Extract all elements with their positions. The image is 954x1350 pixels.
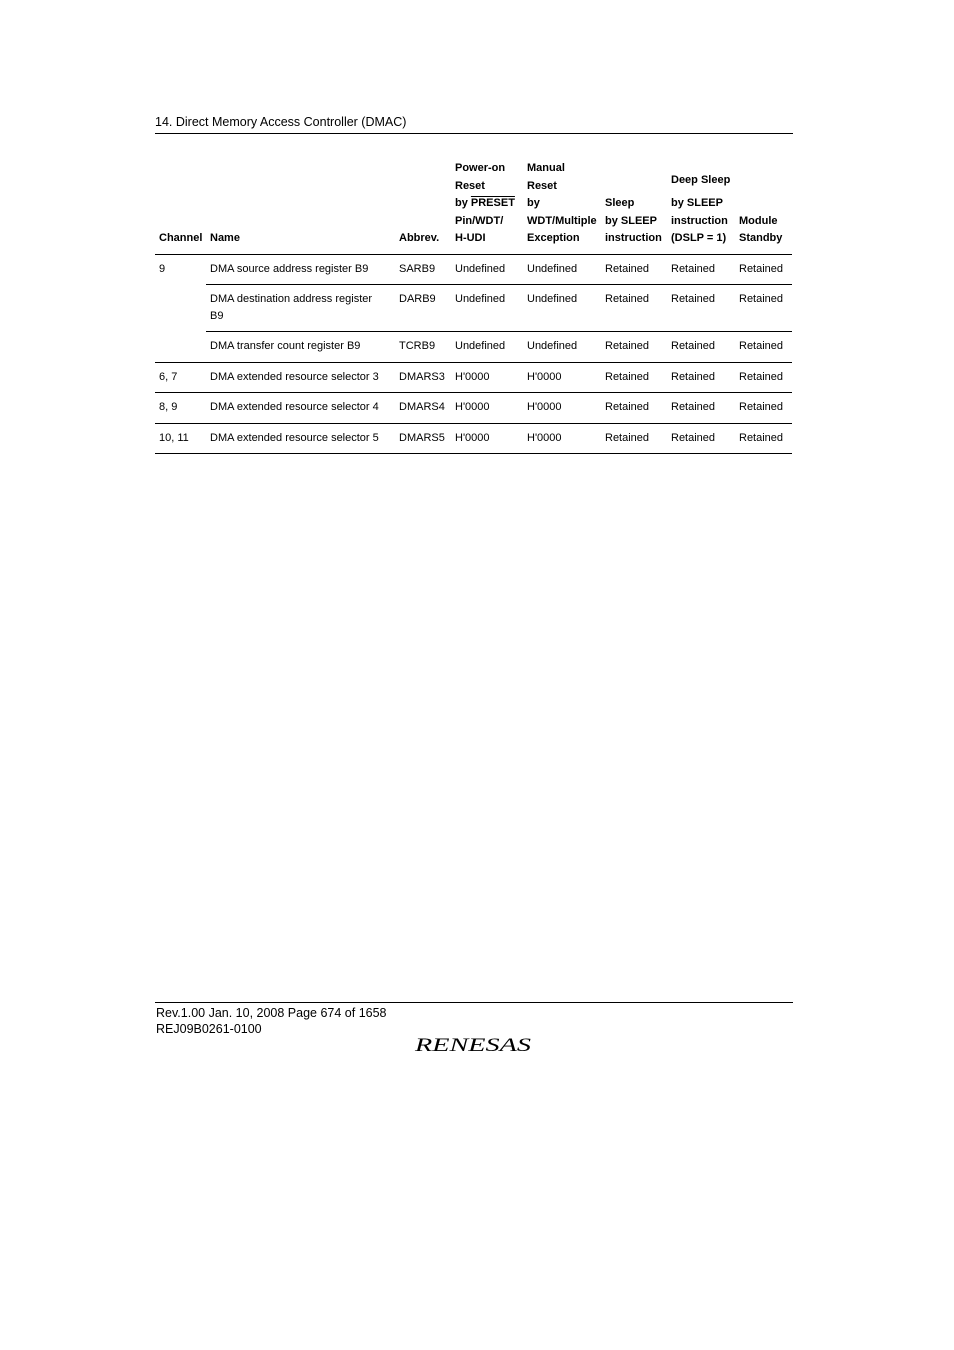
cell-sleep: Retained	[605, 340, 650, 352]
renesas-logo	[413, 1033, 535, 1055]
cell-deep: Retained	[667, 254, 735, 285]
cell-channel: 8, 9	[159, 401, 178, 413]
table-row	[155, 423, 792, 454]
cell-deep: Retained	[667, 285, 735, 332]
cell-manual: H'0000	[527, 431, 562, 444]
cell-abbrev: TCRB9	[399, 340, 436, 352]
cell-module: Retained	[739, 370, 784, 383]
cell-manual: H'0000	[527, 370, 562, 383]
footer-divider	[155, 1002, 793, 1003]
cell-name: DMA transfer count register B9	[210, 340, 361, 352]
cell-poweron: Undefined	[455, 340, 506, 352]
register-state-table	[155, 160, 792, 454]
cell-manual: Undefined	[527, 340, 578, 352]
table-row	[155, 332, 792, 363]
cell-poweron: Undefined	[451, 254, 523, 285]
cell-name: DMA destination address register B9	[206, 285, 395, 332]
col-header-abbrev: Abbrev.	[399, 232, 440, 244]
cell-sleep: Retained	[605, 370, 650, 383]
cell-sleep: Retained	[601, 254, 667, 285]
cell-abbrev: SARB9	[395, 254, 451, 285]
cell-poweron: H'0000	[455, 401, 490, 413]
footer-revision: Rev.1.00 Jan. 10, 2008 Page 674 of 1658	[156, 1006, 387, 1020]
cell-name: DMA extended resource selector 3	[210, 370, 379, 383]
cell-poweron: H'0000	[455, 370, 490, 383]
cell-name: DMA source address register B9	[206, 254, 395, 285]
col-header-module-standby: Module Standby	[739, 214, 783, 244]
col-header-poweron: Power-on Reset by PRESET Pin/WDT/ H-UDI	[455, 162, 515, 244]
cell-module: Retained	[739, 401, 784, 413]
cell-deep: Retained	[671, 370, 716, 383]
cell-abbrev: DMARS4	[399, 401, 445, 413]
table-row	[155, 254, 792, 285]
cell-module: Retained	[735, 285, 792, 332]
cell-deep: Retained	[671, 401, 716, 413]
page-header: 14. Direct Memory Access Controller (DMAC)	[155, 115, 793, 134]
cell-channel: 10, 11	[159, 431, 189, 444]
table-row	[155, 362, 792, 393]
cell-deep: Retained	[671, 431, 716, 444]
cell-manual: H'0000	[527, 401, 562, 413]
cell-manual: Undefined	[523, 285, 601, 332]
preset-signal: PRESET	[470, 197, 515, 209]
page-footer	[156, 1006, 387, 1037]
col-header-deep-sleep: Deep Sleep by SLEEP instruction (DSLP = 1)	[671, 173, 731, 244]
table-row	[155, 285, 792, 332]
table-row	[155, 393, 792, 424]
cell-abbrev: DMARS5	[399, 431, 445, 444]
cell-poweron: H'0000	[455, 431, 490, 444]
cell-name: DMA extended resource selector 4	[210, 401, 379, 413]
cell-manual: Undefined	[523, 254, 601, 285]
cell-poweron: Undefined	[451, 285, 523, 332]
cell-channel: 9	[155, 254, 206, 362]
cell-channel: 6, 7	[159, 370, 178, 383]
cell-sleep: Retained	[601, 285, 667, 332]
cell-module: Retained	[739, 431, 784, 444]
col-header-manual: Manual Reset by WDT/Multiple Exception	[527, 162, 597, 244]
footer-doc-number: REJ09B0261-0100	[156, 1021, 262, 1036]
cell-name: DMA extended resource selector 5	[210, 431, 379, 444]
cell-abbrev: DARB9	[395, 285, 451, 332]
cell-deep: Retained	[671, 340, 716, 352]
col-header-channel: Channel	[159, 232, 203, 244]
col-header-name: Name	[210, 232, 240, 244]
cell-sleep: Retained	[605, 431, 650, 444]
cell-sleep: Retained	[605, 401, 650, 413]
col-header-sleep: Sleep by SLEEP instruction	[605, 197, 662, 244]
cell-module: Retained	[739, 340, 784, 352]
cell-module: Retained	[735, 254, 792, 285]
cell-abbrev: DMARS3	[399, 370, 445, 383]
table-header-row	[155, 160, 792, 254]
svg-text:RENESAS: RENESAS	[413, 1035, 532, 1055]
